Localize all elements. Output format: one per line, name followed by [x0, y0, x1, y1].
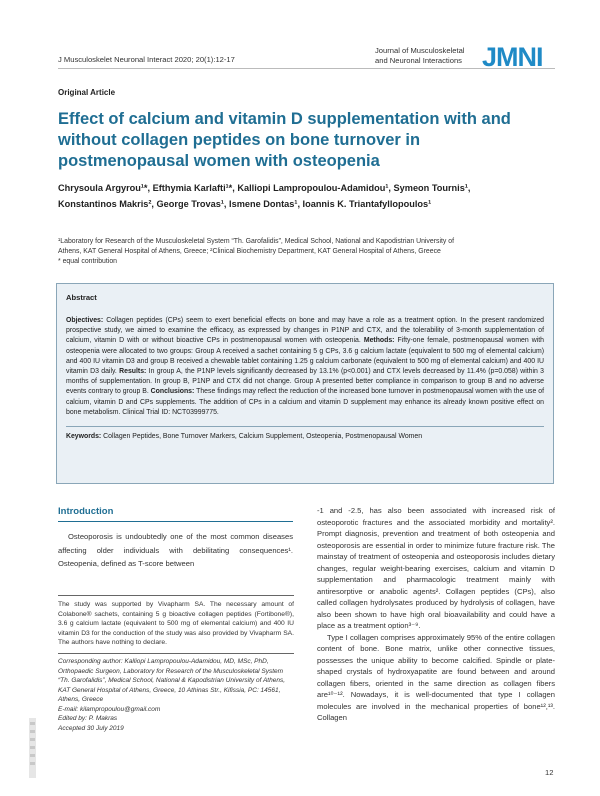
journal-name	[375, 46, 490, 66]
corresponding-email: E-mail: kilampropoulou@gmail.com	[58, 705, 161, 713]
results-text: In group A, the P1NP levels significantly decreased by 13.1% (p<0.001) and CTX levels decreased by 11.4% (p=0.058) within 3 months of supplementation. In group B, P1NP and CTX did not change. Group A presented better compliance in comparison to group B and no adverse events contrary to group B.	[66, 368, 544, 396]
results-label: Results:	[119, 368, 147, 376]
abstract-heading: Abstract	[66, 293, 97, 302]
equal-contribution-note: * equal contribution	[58, 258, 117, 265]
accepted-date: Accepted 30 July 2019	[58, 724, 124, 732]
affiliations	[58, 237, 558, 267]
journal-citation: J Musculoskelet Neuronal Interact 2020; 20(1):12-17	[58, 55, 235, 64]
conclusions-label: Conclusions:	[150, 388, 195, 396]
objectives-label: Objectives:	[66, 317, 104, 324]
affiliation-line-2: Athens, KAT General Hospital of Athens, Greece; ²Clinical Biochemistry Department, KAT General Hospital of Athens, Greece	[58, 248, 441, 255]
author-list	[58, 180, 558, 212]
abstract-body	[66, 316, 544, 418]
introduction-paragraph-1: Osteoporosis is undoubtedly one of the most common diseases affecting older individuals with debilitating consequences¹. Osteopenia, defined as T-score between	[58, 532, 293, 569]
keywords-text: Collagen Peptides, Bone Turnover Markers, Calcium Supplement, Osteopenia, Postmenopausal Women	[101, 433, 423, 441]
conclusions-text: These findings may reflect the reduction of the increased bone turnover in postmenopausal women with the use of calcium, vitamin D and CPs supplements. The addition of CPs in a calcium and vitamin D supplement may enhance its already known positive effect on bone metabolism. Clinical Trial ID: NCT03999775.	[66, 388, 544, 416]
header-rule	[58, 68, 555, 69]
authors-line-1: Chrysoula Argyrou¹*, Efthymia Karlafti¹*, Kalliopi Lampropoulou-Adamidou¹, Symeon Tournis¹,	[58, 183, 471, 193]
right-paragraph-2: Type I collagen comprises approximately 95% of the entire collagen content of bone. Bone matrix, unlike other connective tissues, possesses the unique ability to become calcified. Spindle or plate-shaped crystals of hydroxyapatite are found between and around collagen fibers, oriented in the same direction as collagen fibers are¹⁰⁻¹². Nowadays, it is well-documented that type I collagen molecules are involved in the mechanical properties of bone¹²,¹³. Collagen	[317, 632, 555, 722]
funding-note: The study was supported by Vivapharm SA. The necessary amount of Colabone® sachets, containing 5 g bioactive collagen peptides (Fortibone®), 3.6 g calcium lactate (equivalent to 500 mg of elemental calcium) and 400 IU vitamin D3 for the conduction of the study was also provided by Vivapharm SA. The authors have nothing to declare.	[58, 601, 294, 646]
logo-text: JMNI	[482, 42, 543, 70]
article-type: Original Article	[58, 88, 116, 97]
edited-by: Edited by: P. Makras	[58, 715, 118, 722]
page-number: 12	[545, 768, 554, 777]
abstract-divider	[66, 426, 544, 427]
right-column-text	[317, 505, 555, 724]
objectives-text: Collagen peptides (CPs) seem to exert beneficial effects on bone and may have a role as a treatment option. In the present randomized prospective study, we aimed to examine the efficacy, as expressed by changes in P1NP and CTX, and the tolerability of 3-month supplementation of calcium, vitamin D with or without bioactive CPs in postmenopausal women with osteopenia.	[66, 317, 544, 345]
journal-name-line2: and Neuronal Interactions	[375, 56, 462, 65]
affiliation-line-1: ¹Laboratory for Research of the Musculoskeletal System “Th. Garofalidis”, Medical School, National and Kapodistrian University of	[58, 238, 455, 245]
abstract-box	[56, 283, 554, 484]
authors-line-2: Konstantinos Makris², George Trovas¹, Ismene Dontas¹, Ioannis K. Triantafyllopoulos¹	[58, 199, 432, 209]
article-title: Effect of calcium and vitamin D supplementation with and without collagen peptides on bone turnover in postmenopausal women with osteopenia	[58, 110, 511, 170]
correspondence-rule	[58, 653, 294, 654]
corresponding-author: Corresponding author: Kalliopi Lampropoulou-Adamidou, MD, MSc, PhD, Orthopaedic Surgeon, Laboratory for Research of the Musculoskeletal System “Th. Garofalidis”, Medical School, National & Kapodistrian University of Athens, KAT General Hospital of Athens, Greece, 10 Athinas Str., Kifissia, PC: 14561, Athens, Greece	[58, 658, 285, 703]
vertical-side-mark	[28, 718, 37, 778]
footnote-rule	[58, 595, 294, 596]
introduction-rule	[58, 521, 293, 522]
methods-label: Methods:	[363, 337, 395, 345]
methods-text: Fifty-one female, postmenopausal women with osteopenia were allocated to two groups: Group A received a sachet containing 5 g CPs, 3.6 g calcium lactate (equivalent to 500 mg of elemental calcium) and 400 IU vitamin D3 and group B received a chewable tablet containing 1.25 g calcium carbonate (equivalent to 500 mg of elemental calcium) and 400 IU vitamin D3 daily.	[66, 337, 544, 376]
keywords	[66, 433, 544, 440]
right-paragraph-1: -1 and -2.5, has also been associated with increased risk of osteoporotic fractures and the associated morbidity and mortality². Prompt diagnosis, prevention and treatment of both osteopenia and osteoporosis are essential in order to minimize future fracture risk. The mainstay of treatment of osteopenia and osteoporosis includes dietary changes, regular weight-bearing exercises, calcium and vitamin D supplementation and pharmacologic treatment mainly with antiresorptive or anabolic agents². Collagen peptides (CPs), also called collagen hydrolysates produced by hydrolysis of collagen, have also been shown to have high oral bioavailability and could have a place as a treatment option³⁻⁹.	[317, 506, 555, 630]
journal-name-line1: Journal of Musculoskeletal	[375, 46, 465, 55]
jmni-logo	[480, 40, 560, 70]
introduction-heading: Introduction	[58, 506, 114, 517]
introduction-text	[58, 530, 293, 571]
correspondence-block	[58, 657, 294, 733]
keywords-label: Keywords:	[66, 433, 102, 441]
